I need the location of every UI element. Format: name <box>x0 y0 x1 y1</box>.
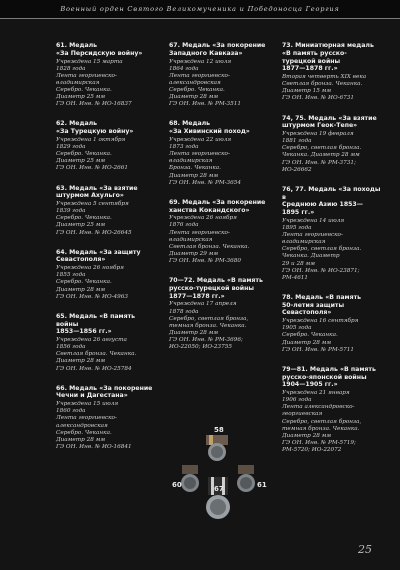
entry-title: 65. Медаль «В память войны 1853—1856 гг.» <box>56 312 136 336</box>
entry-66 <box>56 385 160 451</box>
medal-disc-inner <box>210 499 226 515</box>
entry-title: 63. Медаль «За взятие штурмом Ахульго» <box>56 184 138 200</box>
ribbon <box>182 465 198 474</box>
entry-title: 62. Медаль «За Турецкую войну» <box>56 120 134 136</box>
entry-body: Вторая четверть XIX века Светлая бронза. Чеканка. Диаметр 15 мм ГЭ ОН. Инв. № ИО-6731 <box>282 74 367 102</box>
entry-body: Учреждена 21 января 1906 года Лента александровско- георгиевская Серебро, светлая бронза, темная бронза. Чеканка. Диаметр 28 мм ГЭ ОН. Инв. № РМ-5719; РМ-5720; ИО-22072 <box>282 390 362 453</box>
entry-body: Учреждена 26 августа 1856 года Светлая бронза. Чеканка. Диаметр 28 мм ГЭ ОН. Инв. № ИО-25784 <box>56 337 137 372</box>
entry-title: 73. Миниатюрная медаль «В память русско- турецкой войны 1877—1878 гг.» <box>282 42 374 73</box>
running-header-title: Военный орден Святого Великомученика и Победоносца Георгия <box>60 5 340 13</box>
entry-body: Учреждена 15 июля 1860 года Лента георгиевско- александровская Серебро. Чеканка. Диаметр 28 мм ГЭ ОН. Инв. № ИО-16841 <box>56 401 132 450</box>
medal-label: 67 <box>214 485 224 493</box>
entry-68 <box>169 120 273 186</box>
entry-78 <box>282 294 386 354</box>
entry-title: 64. Медаль «За защиту Севастополя» <box>56 248 141 264</box>
ribbon <box>238 465 254 474</box>
entry-body: Учреждена 15 марта 1828 года Лента георгиевско- владимирская Серебро. Чеканка. Диаметр 25 мм ГЭ ОН. Инв. № ИО-16837 <box>56 58 132 108</box>
entry-70-72 <box>169 277 273 351</box>
entry-title: 69. Медаль «За покорение ханства Кокандского» <box>169 198 266 214</box>
running-header <box>0 0 400 19</box>
entry-body: Учреждена 26 ноября 1855 года Серебро. Чеканка. Диаметр 28 мм ГЭ ОН. Инв. № ИО-4963 <box>56 265 129 300</box>
entry-title: 67. Медаль «За покорение Западного Кавказа» <box>169 42 266 57</box>
medal-label: 61 <box>257 481 267 489</box>
entry-body: Учреждена 5 сентября 1839 года Серебро. Чеканка. Диаметр 25 мм ГЭ ОН. Инв. № ИО-26645 <box>56 201 132 236</box>
entry-title: 76, 77. Медаль «За походы в Среднюю Азию 1853— 1895 гг.» <box>282 185 381 216</box>
entry-79-81 <box>282 366 386 454</box>
medal-ribbons-illustration <box>166 425 274 537</box>
medal-disc-inner <box>211 446 223 458</box>
entry-65 <box>56 313 160 373</box>
entry-body: Учреждена 12 июля 1864 года Лента георгиевско- александровская Серебро. Чеканка. Диаметр 28 мм ГЭ ОН. Инв. № РМ-3511 <box>169 58 242 108</box>
entry-73 <box>282 42 386 103</box>
column-1 <box>56 42 160 466</box>
entry-body: Учреждена 22 июля 1873 года Лента георгиевско- владимирская Бронза. Чеканка. Диаметр 28 мм ГЭ ОН. Инв. № РМ-3654 <box>169 136 242 186</box>
entry-title: 70—72. Медаль «В память русско-турецкой войны 1877—1878 гг.» <box>169 277 263 300</box>
entries-columns <box>56 42 386 466</box>
entry-body: Учреждена 14 июля 1895 года Лента георгиевско- владимирская Серебро, светлая бронза. Чеканка. Диаметр 29 и 28 мм ГЭ ОН. Инв. № ИО-23871; РМ-4611 <box>282 217 362 281</box>
entry-69 <box>169 199 273 265</box>
medal-disc-inner <box>184 477 196 489</box>
page-number: 25 <box>358 543 372 556</box>
entry-74-75 <box>282 115 386 174</box>
entry-62 <box>56 120 160 172</box>
entry-67 <box>169 42 273 108</box>
entry-61 <box>56 42 160 108</box>
medal-label: 58 <box>214 426 224 434</box>
column-3 <box>282 42 386 466</box>
entry-body: Учреждена 1 октября 1829 года Серебро. Чеканка. Диаметр 25 мм ГЭ ОН. Инв. № ИО-2661 <box>56 136 129 172</box>
entry-63 <box>56 185 160 237</box>
entry-body: Учреждена 19 февраля 1881 года Серебро, светлая бронза. Чеканка. Диаметр 28 мм ГЭ ОН. Инв. № РМ-3731; ИО-26662 <box>282 131 362 173</box>
entry-body: Учреждена 26 ноября 1876 года Лента георгиевско- владимирская Светлая бронза. Чеканка. Диаметр 29 мм ГЭ ОН. Инв. № РМ-3680 <box>169 215 250 264</box>
ribbon-stripe <box>209 435 213 445</box>
entry-title: 68. Медаль «За Хивинский поход» <box>169 120 250 136</box>
entry-title: 74, 75. Медаль «За взятие штурмом Геок-Тепе» <box>282 114 377 130</box>
entry-title: 79—81. Медаль «В память русско-японской войны 1904—1905 гг.» <box>282 365 376 389</box>
medal-label: 60 <box>172 481 182 489</box>
entry-body: Учреждена 17 апреля 1878 года Серебро, светлая бронза, темная бронза. Чеканка. Диаметр 28 мм ГЭ ОН. Инв. № РМ-3696; ИО-22050; ИО-23755 <box>169 301 249 351</box>
entry-76-77 <box>282 186 386 282</box>
entry-title: 78. Медаль «В память 50-летия защиты Севастополя» <box>282 293 362 317</box>
entry-title: 66. Медаль «За покорение Чечни и Дагестана» <box>56 384 153 400</box>
column-2 <box>169 42 273 466</box>
medal-disc-inner <box>240 477 252 489</box>
entry-64 <box>56 249 160 301</box>
entry-title: 61. Медаль «За Персидскую войну» <box>56 42 143 57</box>
entry-body: Учреждена 16 сентября 1905 года Серебро. Чеканка. Диаметр 28 мм ГЭ ОН. Инв. № РМ-5711 <box>282 318 359 353</box>
